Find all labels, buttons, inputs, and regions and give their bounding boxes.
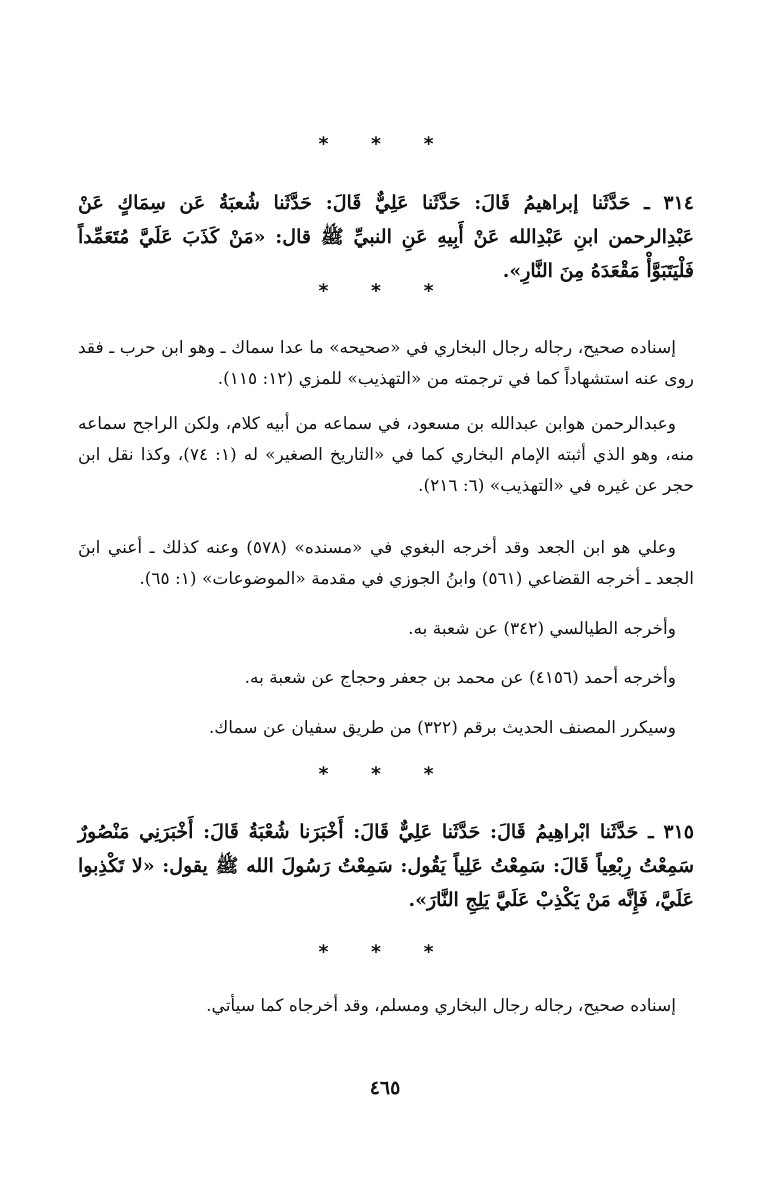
commentary-314-paragraph-6: وسيكرر المصنف الحديث برقم (٣٢٢) من طريق سفيان عن سماك. [208,718,676,738]
commentary-314-paragraph-3: وعلي هو ابن الجعد وقد أخرجه البغوي في «مسنده» (٥٧٨) وعنه كذلك ـ أعني ابنَ الجعد ـ أخرجه القضاعي (٥٦١) وابنُ الجوزي في مقدمة «الموضوعات» (١: ٦٥). [78,538,694,589]
section-separator: * * * [318,133,452,155]
commentary-315-paragraph-1: إسناده صحيح، رجاله رجال البخاري ومسلم، وقد أخرجاه كما سيأتي. [206,996,676,1016]
section-separator: * * * [318,280,452,302]
section-separator: * * * [318,941,452,963]
commentary-314-paragraph-4: وأخرجه الطيالسي (٣٤٢) عن شعبة به. [408,619,676,639]
hadith-314: ٣١٤ ـ حَدَّثَنا إبراهيمُ قَالَ: حَدَّثَنا عَلِيٌّ قَالَ: حَدَّثَنا شُعبَةُ عَن سِمَاكٍ عَنْ عَبْدِالرحمن ابنِ عَبْدِالله عَنْ أَبِيهِ عَنِ النبيِّ ﷺ قال: «مَنْ كَذَبَ عَلَيَّ مُتَعَمِّداً فَلْيَتَبَوَّأْ مَقْعَدَهُ مِنَ النَّارِ». [78,192,694,282]
hadith-315: ٣١٥ ـ حَدَّثَنا ابْراهِيمُ قَالَ: حَدَّثَنا عَلِيٌّ قَالَ: أَخْبَرَنا شُعْبَةُ قَالَ: أَخْبَرَنِي مَنْصُورٌ سَمِعْتُ رِبْعِياً قَالَ: سَمِعْتُ عَلِياً يَقُول: سَمِعْتُ رَسُولَ الله ﷺ يقول: «لا تَكْذِبوا عَلَيَّ، فَإِنَّه مَنْ يَكْذِبْ عَلَيَّ يَلِجِ النَّارَ». [78,821,694,911]
page-number: ٤٦٥ [369,1077,401,1099]
section-separator: * * * [318,763,452,785]
commentary-314-paragraph-5: وأخرجه أحمد (٤١٥٦) عن محمد بن جعفر وحجاج عن شعبة به. [244,668,676,688]
commentary-314-paragraph-2: وعبدالرحمن هوابن عبدالله بن مسعود، في سماعه من أبيه كلام، ولكن الراجح سماعه منه، وهو الذي أثبته الإمام البخاري كما في «التاريخ الصغير» له (١: ٧٤)، وكذا نقل ابن حجر عن غيره في «التهذيب» (٦: ٢١٦). [78,414,694,496]
commentary-314-paragraph-1: إسناده صحيح، رجاله رجال البخاري في «صحيحه» ما عدا سماك ـ وهو ابن حرب ـ فقد روى عنه استشهاداً كما في ترجمته من «التهذيب» للمزي (١٢: ١١٥). [78,338,694,389]
